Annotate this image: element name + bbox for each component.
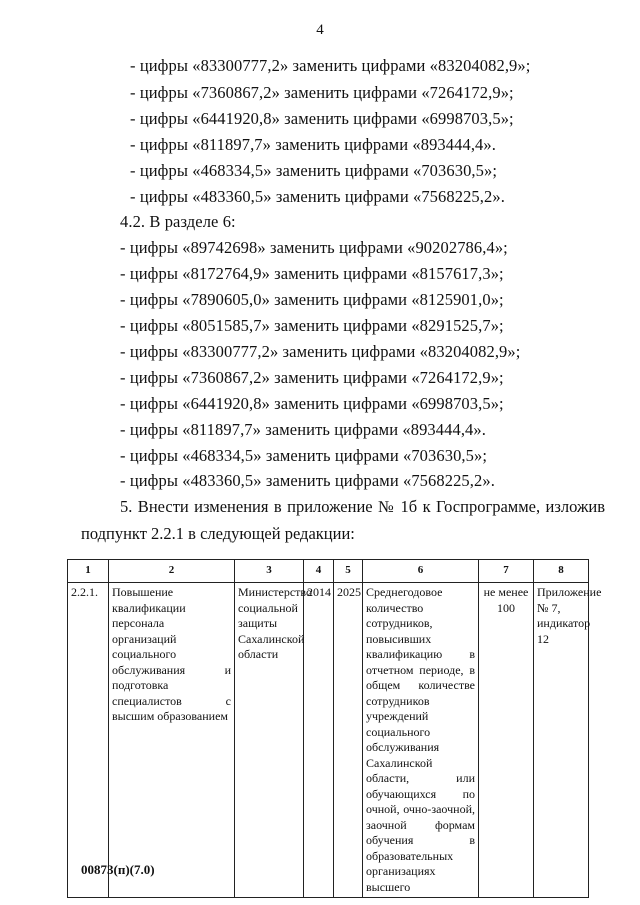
end-year-cell: 2025 xyxy=(334,583,363,898)
list-item: - цифры «8172764,9» заменить цифрами «8157617,3»; xyxy=(120,264,504,283)
link-cell: Приложение № 7, индикатор 12 xyxy=(534,583,589,898)
list-item: - цифры «89742698» заменить цифрами «90202786,4»; xyxy=(120,238,508,257)
column-header: 1 xyxy=(68,560,109,583)
list-item: - цифры «811897,7» заменить цифрами «893444,4». xyxy=(120,420,486,439)
list-item: - цифры «83300777,2» заменить цифрами «83204082,9»; xyxy=(120,342,521,361)
page-number: 4 xyxy=(316,22,324,38)
list-item: - цифры «483360,5» заменить цифрами «7568225,2». xyxy=(130,187,505,206)
section-heading: 4.2. В разделе 6: xyxy=(120,212,236,231)
list-item: - цифры «7890605,0» заменить цифрами «8125901,0»; xyxy=(120,290,504,309)
start-year-cell: 2014 xyxy=(304,583,334,898)
table-row xyxy=(68,583,589,898)
list-item: - цифры «483360,5» заменить цифрами «7568225,2». xyxy=(120,471,495,490)
list-item: - цифры «6441920,8» заменить цифрами «6998703,5»; xyxy=(130,109,514,128)
list-item: - цифры «811897,7» заменить цифрами «893444,4». xyxy=(130,135,496,154)
paragraph-5: 5. Внести изменения в приложение № 1б к Госпрограмме, изложив xyxy=(120,497,605,516)
list-item: - цифры «7360867,2» заменить цифрами «7264172,9»; xyxy=(130,83,514,102)
list-item: - цифры «6441920,8» заменить цифрами «6998703,5»; xyxy=(120,394,504,413)
table-header-row xyxy=(68,560,589,583)
amendment-table xyxy=(67,559,602,898)
list-item: - цифры «83300777,2» заменить цифрами «83204082,9»; xyxy=(130,56,531,75)
target-value-cell: не менее 100 xyxy=(479,583,534,898)
paragraph-5-continuation: подпункт 2.2.1 в следующей редакции: xyxy=(81,524,355,543)
column-header: 4 xyxy=(304,560,334,583)
column-header: 2 xyxy=(109,560,235,583)
list-item: - цифры «7360867,2» заменить цифрами «7264172,9»; xyxy=(120,368,504,387)
measure-cell: Повышение квалификации персонала организаций социального обслуживания и подготовка специалистов с высшим образованием xyxy=(109,583,235,898)
column-header: 6 xyxy=(363,560,479,583)
column-header: 5 xyxy=(334,560,363,583)
list-item: - цифры «468334,5» заменить цифрами «703630,5»; xyxy=(130,161,498,180)
column-header: 8 xyxy=(534,560,589,583)
indicator-cell: Среднегодовое количество сотрудников, повысивших квалификацию в отчетном периоде, в общем количестве сотрудников учреждений социального обслуживания Сахалинской области, или обучающихся по очной, очно-заочной, заочной формам обучения в образовательных организациях высшего xyxy=(363,583,479,898)
row-number-cell: 2.2.1. xyxy=(68,583,109,898)
list-item: - цифры «8051585,7» заменить цифрами «8291525,7»; xyxy=(120,316,504,335)
document-code: 00873(п)(7.0) xyxy=(81,862,155,877)
executor-cell: Министерство социальной защиты Сахалинской области xyxy=(235,583,304,898)
list-item: - цифры «468334,5» заменить цифрами «703630,5»; xyxy=(120,446,488,465)
column-header: 3 xyxy=(235,560,304,583)
column-header: 7 xyxy=(479,560,534,583)
